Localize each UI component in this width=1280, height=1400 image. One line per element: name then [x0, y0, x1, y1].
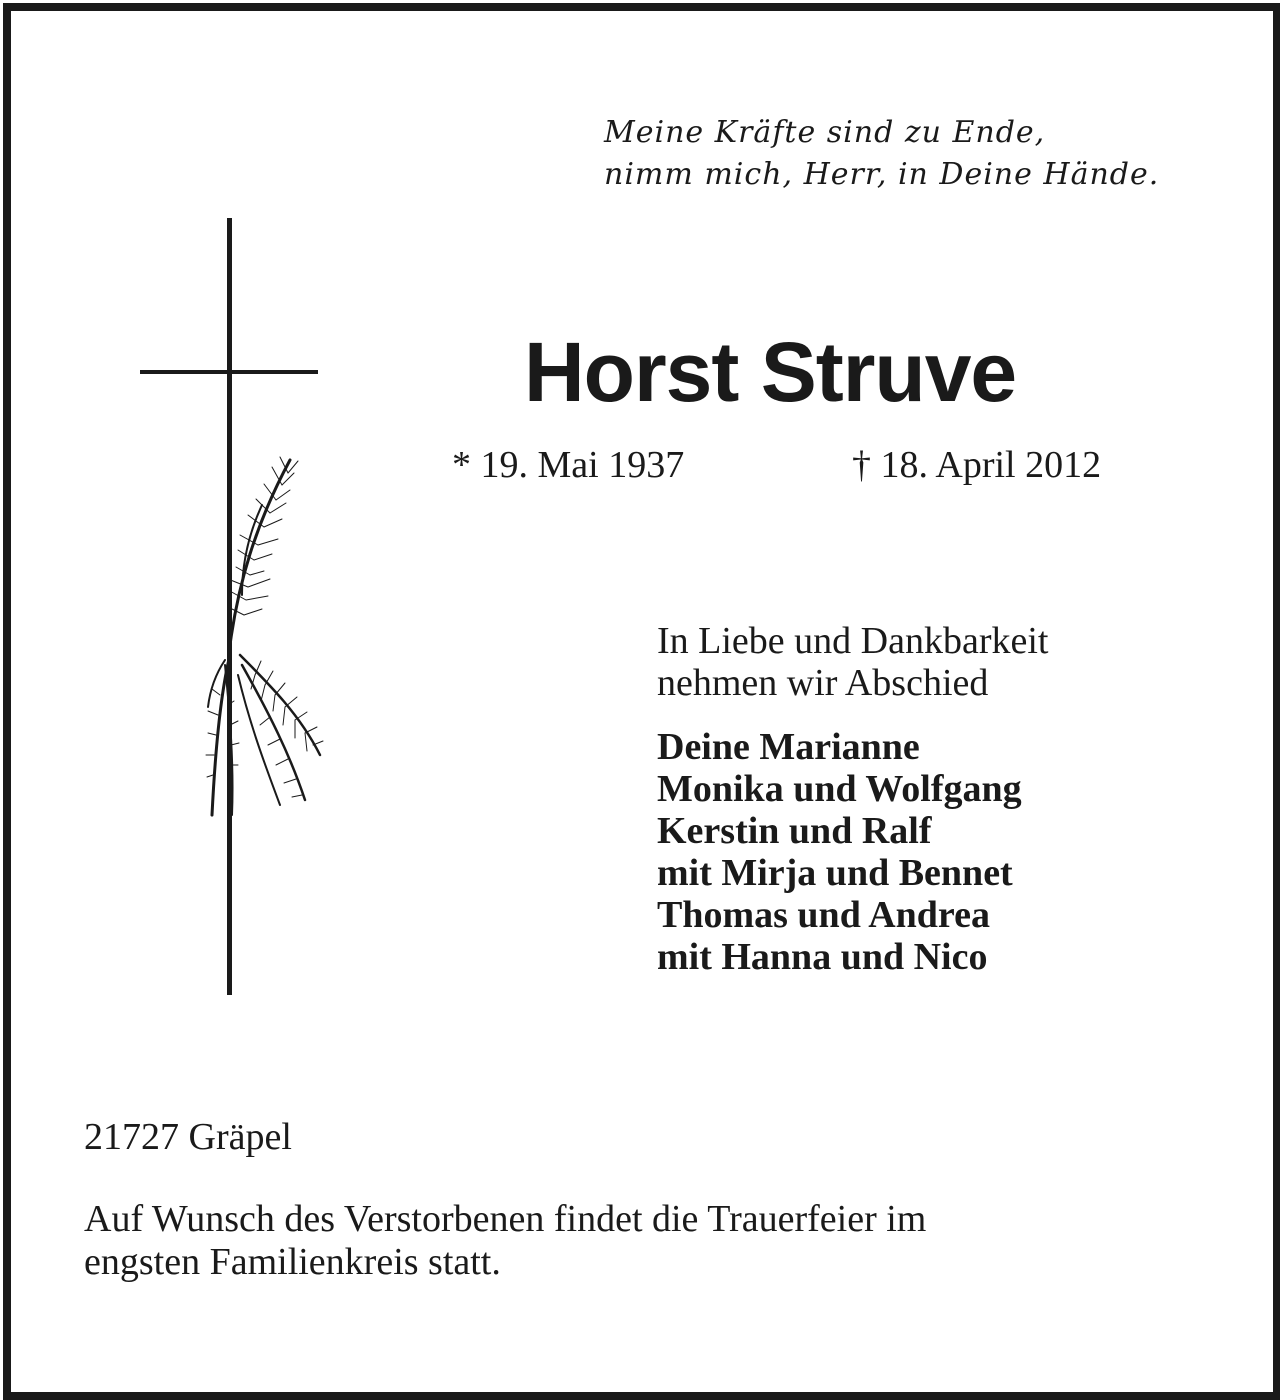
- family-line: Thomas und Andrea: [657, 894, 990, 936]
- funeral-note: [84, 1198, 1214, 1284]
- grass-spray-icon: [206, 457, 323, 815]
- cross-with-grass-icon: [130, 215, 340, 1000]
- place: 21727 Gräpel: [84, 1116, 292, 1158]
- family-line: mit Mirja und Bennet: [657, 852, 1013, 894]
- farewell-text: [657, 620, 1048, 704]
- farewell-line-1: In Liebe und Dankbarkeit: [657, 620, 1049, 662]
- family-line: Deine Marianne: [657, 726, 920, 768]
- note-line-1: Auf Wunsch des Verstorbenen findet die Trauerfeier im: [84, 1198, 927, 1240]
- family-line: Kerstin und Ralf: [657, 810, 932, 852]
- deceased-name: Horst Struve: [524, 325, 1017, 419]
- note-line-2: engsten Familienkreis statt.: [84, 1241, 501, 1283]
- birth-date: * 19. Mai 1937: [452, 444, 685, 486]
- death-date: † 18. April 2012: [852, 444, 1102, 486]
- family-line: mit Hanna und Nico: [657, 936, 988, 978]
- verse: [604, 112, 1159, 196]
- cross-icon: [140, 218, 318, 995]
- verse-line-2: nimm mich, Herr, in Deine Hände.: [604, 157, 1160, 192]
- family-signatures: [657, 726, 1022, 978]
- farewell-line-2: nehmen wir Abschied: [657, 662, 989, 704]
- verse-line-1: Meine Kräfte sind zu Ende,: [604, 115, 1046, 150]
- family-line: Monika und Wolfgang: [657, 768, 1022, 810]
